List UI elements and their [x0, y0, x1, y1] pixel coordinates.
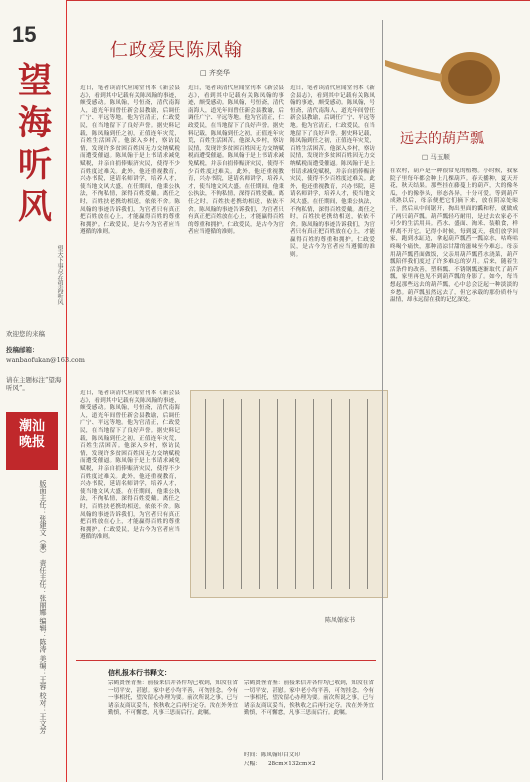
- page-number: 15: [12, 22, 37, 47]
- email-note: 请在主题标注“望海听风”。: [6, 376, 62, 392]
- sidebar: [0, 0, 85, 782]
- email-label: 投稿邮箱：: [6, 346, 39, 354]
- box-date: 时间：陈凤翰印白文印: [244, 752, 300, 758]
- box-title: 信札报本行书释文：: [108, 668, 171, 677]
- left-article-author: □ 齐奕华: [200, 69, 230, 77]
- left-article-column-2: 近日，笔者读清代应闻堂刊本《新会县志》，看到其中记载有关陈凤翰的事迹，颇受感动。陈凤翰，号恒斋，清代南海人，道光年间曾任新会县教谕，后调任广宁、平远等地。他为官清正，仁政爱民，在当地留下了良好声誉。据史料记载，陈凤翰到任之初，正值连年灾荒，百姓生活困苦。他深入乡村，察访民情，发现许多贫困百姓因无力交纳赋税而遭受催逼。陈凤翰于是上书请求减免赋税，并亲自捐俸赈济灾民，使得不少百姓度过难关。此外，他还重视教育，兴办书院，延请名师讲学，培养人才，使当地文风大盛。在任期间，他秉公执法，不徇私情，深得百姓爱戴。离任之时，百姓扶老携幼相送，依依不舍。陈凤翰的事迹告诉我们，为官者只有真正把百姓放在心上，才能赢得百姓的尊重和拥护。仁政爱民，是古今为官者应当遵循的准则。: [188, 85, 284, 236]
- calligraphy-caption: 陈凤翰家书: [325, 617, 356, 624]
- right-article-title: 远去的葫芦瓢: [400, 131, 484, 147]
- logo-line-1: 潮汕: [18, 418, 45, 433]
- column-motto: 望天下事尽在望海听风: [56, 245, 63, 305]
- column-divider: [382, 20, 383, 780]
- box-size-value: 28cm×132cm×2: [268, 761, 316, 767]
- left-article-column-4: 近日，笔者读清代应闻堂刊本《新会县志》，看到其中记载有关陈凤翰的事迹，颇受感动。陈凤翰，号恒斋，清代南海人，道光年间曾任新会县教谕，后调任广宁、平远等地。他为官清正，仁政爱民，在当地留下了良好声誉。据史料记载，陈凤翰到任之初，正值连年灾荒，百姓生活困苦。他深入乡村，察访民情，发现许多贫困百姓因无力交纳赋税而遭受催逼。陈凤翰于是上书请求减免赋税，并亲自捐俸赈济灾民，使得不少百姓度过难关。此外，他还重视教育，兴办书院，延请名师讲学，培养人才，使当地文风大盛。在任期间，他秉公执法，不徇私情，深得百姓爱戴。离任之时，百姓扶老携幼相送，依依不舍。陈凤翰的事迹告诉我们，为官者只有真正把百姓放在心上，才能赢得百姓的尊重和拥护。仁政爱民，是古今为官者应当遵循的准则。: [80, 390, 180, 541]
- box-size-label: 尺幅：: [244, 761, 261, 767]
- left-article-title: 仁政爱民陈凤翰: [110, 40, 243, 61]
- gourd-ladle-image: [380, 40, 500, 120]
- box-text-column-2: 宗鹤贤侄青鉴：前接来信并各件均已收到，知汝在省一切平安，甚慰。家中老小均平善，可勿挂念。今有一事相托，望汝留心办理为要。前次所说之事，已与诸亲友商议妥当，俟秋收之后再行定夺。汝在外务宜勤慎，不可懈怠，凡事三思而后行。此嘱。: [244, 680, 374, 717]
- left-article-column-1: 近日，笔者读清代应闻堂刊本《新会县志》，看到其中记载有关陈凤翰的事迹，颇受感动。陈凤翰，号恒斋，清代南海人，道光年间曾任新会县教谕，后调任广宁、平远等地。他为官清正，仁政爱民，在当地留下了良好声誉。据史料记载，陈凤翰到任之初，正值连年灾荒，百姓生活困苦。他深入乡村，察访民情，发现许多贫困百姓因无力交纳赋税而遭受催逼。陈凤翰于是上书请求减免赋税，并亲自捐俸赈济灾民，使得不少百姓度过难关。此外，他还重视教育，兴办书院，延请名师讲学，培养人才，使当地文风大盛。在任期间，他秉公执法，不徇私情，深得百姓爱戴。离任之时，百姓扶老携幼相送，依依不舍。陈凤翰的事迹告诉我们，为官者只有真正把百姓放在心上，才能赢得百姓的尊重和拥护。仁政爱民，是古今为官者应当遵循的准则。: [80, 85, 180, 236]
- box-rule: [76, 660, 376, 661]
- logo-line-2: 晚报: [18, 434, 45, 449]
- recommend-label: 欢迎您的来稿: [6, 330, 45, 338]
- right-article-author: □ 马玉顺: [422, 153, 450, 161]
- column-title: 望海听风: [18, 61, 52, 227]
- newspaper-logo: [6, 412, 58, 470]
- editorial-credits: 版面主任：张建文（兼） 责任主任：张丽娜 编辑：陈涛 美编：王蓉 校对：王文芳: [39, 480, 47, 734]
- left-article-column-3: 近日，笔者读清代应闻堂刊本《新会县志》，看到其中记载有关陈凤翰的事迹，颇受感动。陈凤翰，号恒斋，清代南海人，道光年间曾任新会县教谕，后调任广宁、平远等地。他为官清正，仁政爱民，在当地留下了良好声誉。据史料记载，陈凤翰到任之初，正值连年灾荒，百姓生活困苦。他深入乡村，察访民情，发现许多贫困百姓因无力交纳赋税而遭受催逼。陈凤翰于是上书请求减免赋税，并亲自捐俸赈济灾民，使得不少百姓度过难关。此外，他还重视教育，兴办书院，延请名师讲学，培养人才，使当地文风大盛。在任期间，他秉公执法，不徇私情，深得百姓爱戴。离任之时，百姓扶老携幼相送，依依不舍。陈凤翰的事迹告诉我们，为官者只有真正把百姓放在心上，才能赢得百姓的尊重和拥护。仁政爱民，是古今为官者应当遵循的准则。: [290, 85, 375, 259]
- right-article-body: 在农村，葫芦是一种很常见的植物。小时候，我家院子里每年都会种上几棵葫芦。春天播种，夏天开花，秋天结果。那些挂在藤蔓上的葫芦，大的像冬瓜，小的像拳头，形态各异，十分可爱。等到葫芦成熟以后，母亲便把它们摘下来，放在阴凉处晾干，然后从中间锯开，掏出里面的瓤和籽，就做成了两只葫芦瓢。葫芦瓢轻巧耐用，是过去农家必不可少的生活用具。舀水、盛面、淘米、装粮食，样样离不开它。记得小时候，每到夏天，我们放学回家，跑到水缸边，拿起葫芦瓢舀一瓢凉水，咕咚咕咚喝个痛快，那种清凉甘甜的滋味至今难忘。母亲用葫芦瓢舀面做饭，父亲用葫芦瓢舀水浇菜，葫芦瓢陪伴我们度过了许多难忘的岁月。后来，随着生活条件的改善，塑料瓢、不锈钢瓢逐渐取代了葫芦瓢，家里再也见不到葫芦瓢的身影了。如今，每当想起那些远去的葫芦瓢，心中总会泛起一种淡淡的乡愁。葫芦瓢虽然远去了，但它承载的那份质朴与温情，却永远留在我的记忆深处。: [390, 168, 518, 304]
- calligraphy-image: [190, 390, 388, 598]
- email-address[interactable]: wanbaofukan@163.com: [6, 356, 85, 364]
- top-rule: [66, 0, 530, 1]
- box-text-column-1: 宗鹤贤侄青鉴：前接来信并各件均已收到，知汝在省一切平安，甚慰。家中老小均平善，可勿挂念。今有一事相托，望汝留心办理为要。前次所说之事，已与诸亲友商议妥当，俟秋收之后再行定夺。汝在外务宜勤慎，不可懈怠，凡事三思而后行。此嘱。: [108, 680, 238, 717]
